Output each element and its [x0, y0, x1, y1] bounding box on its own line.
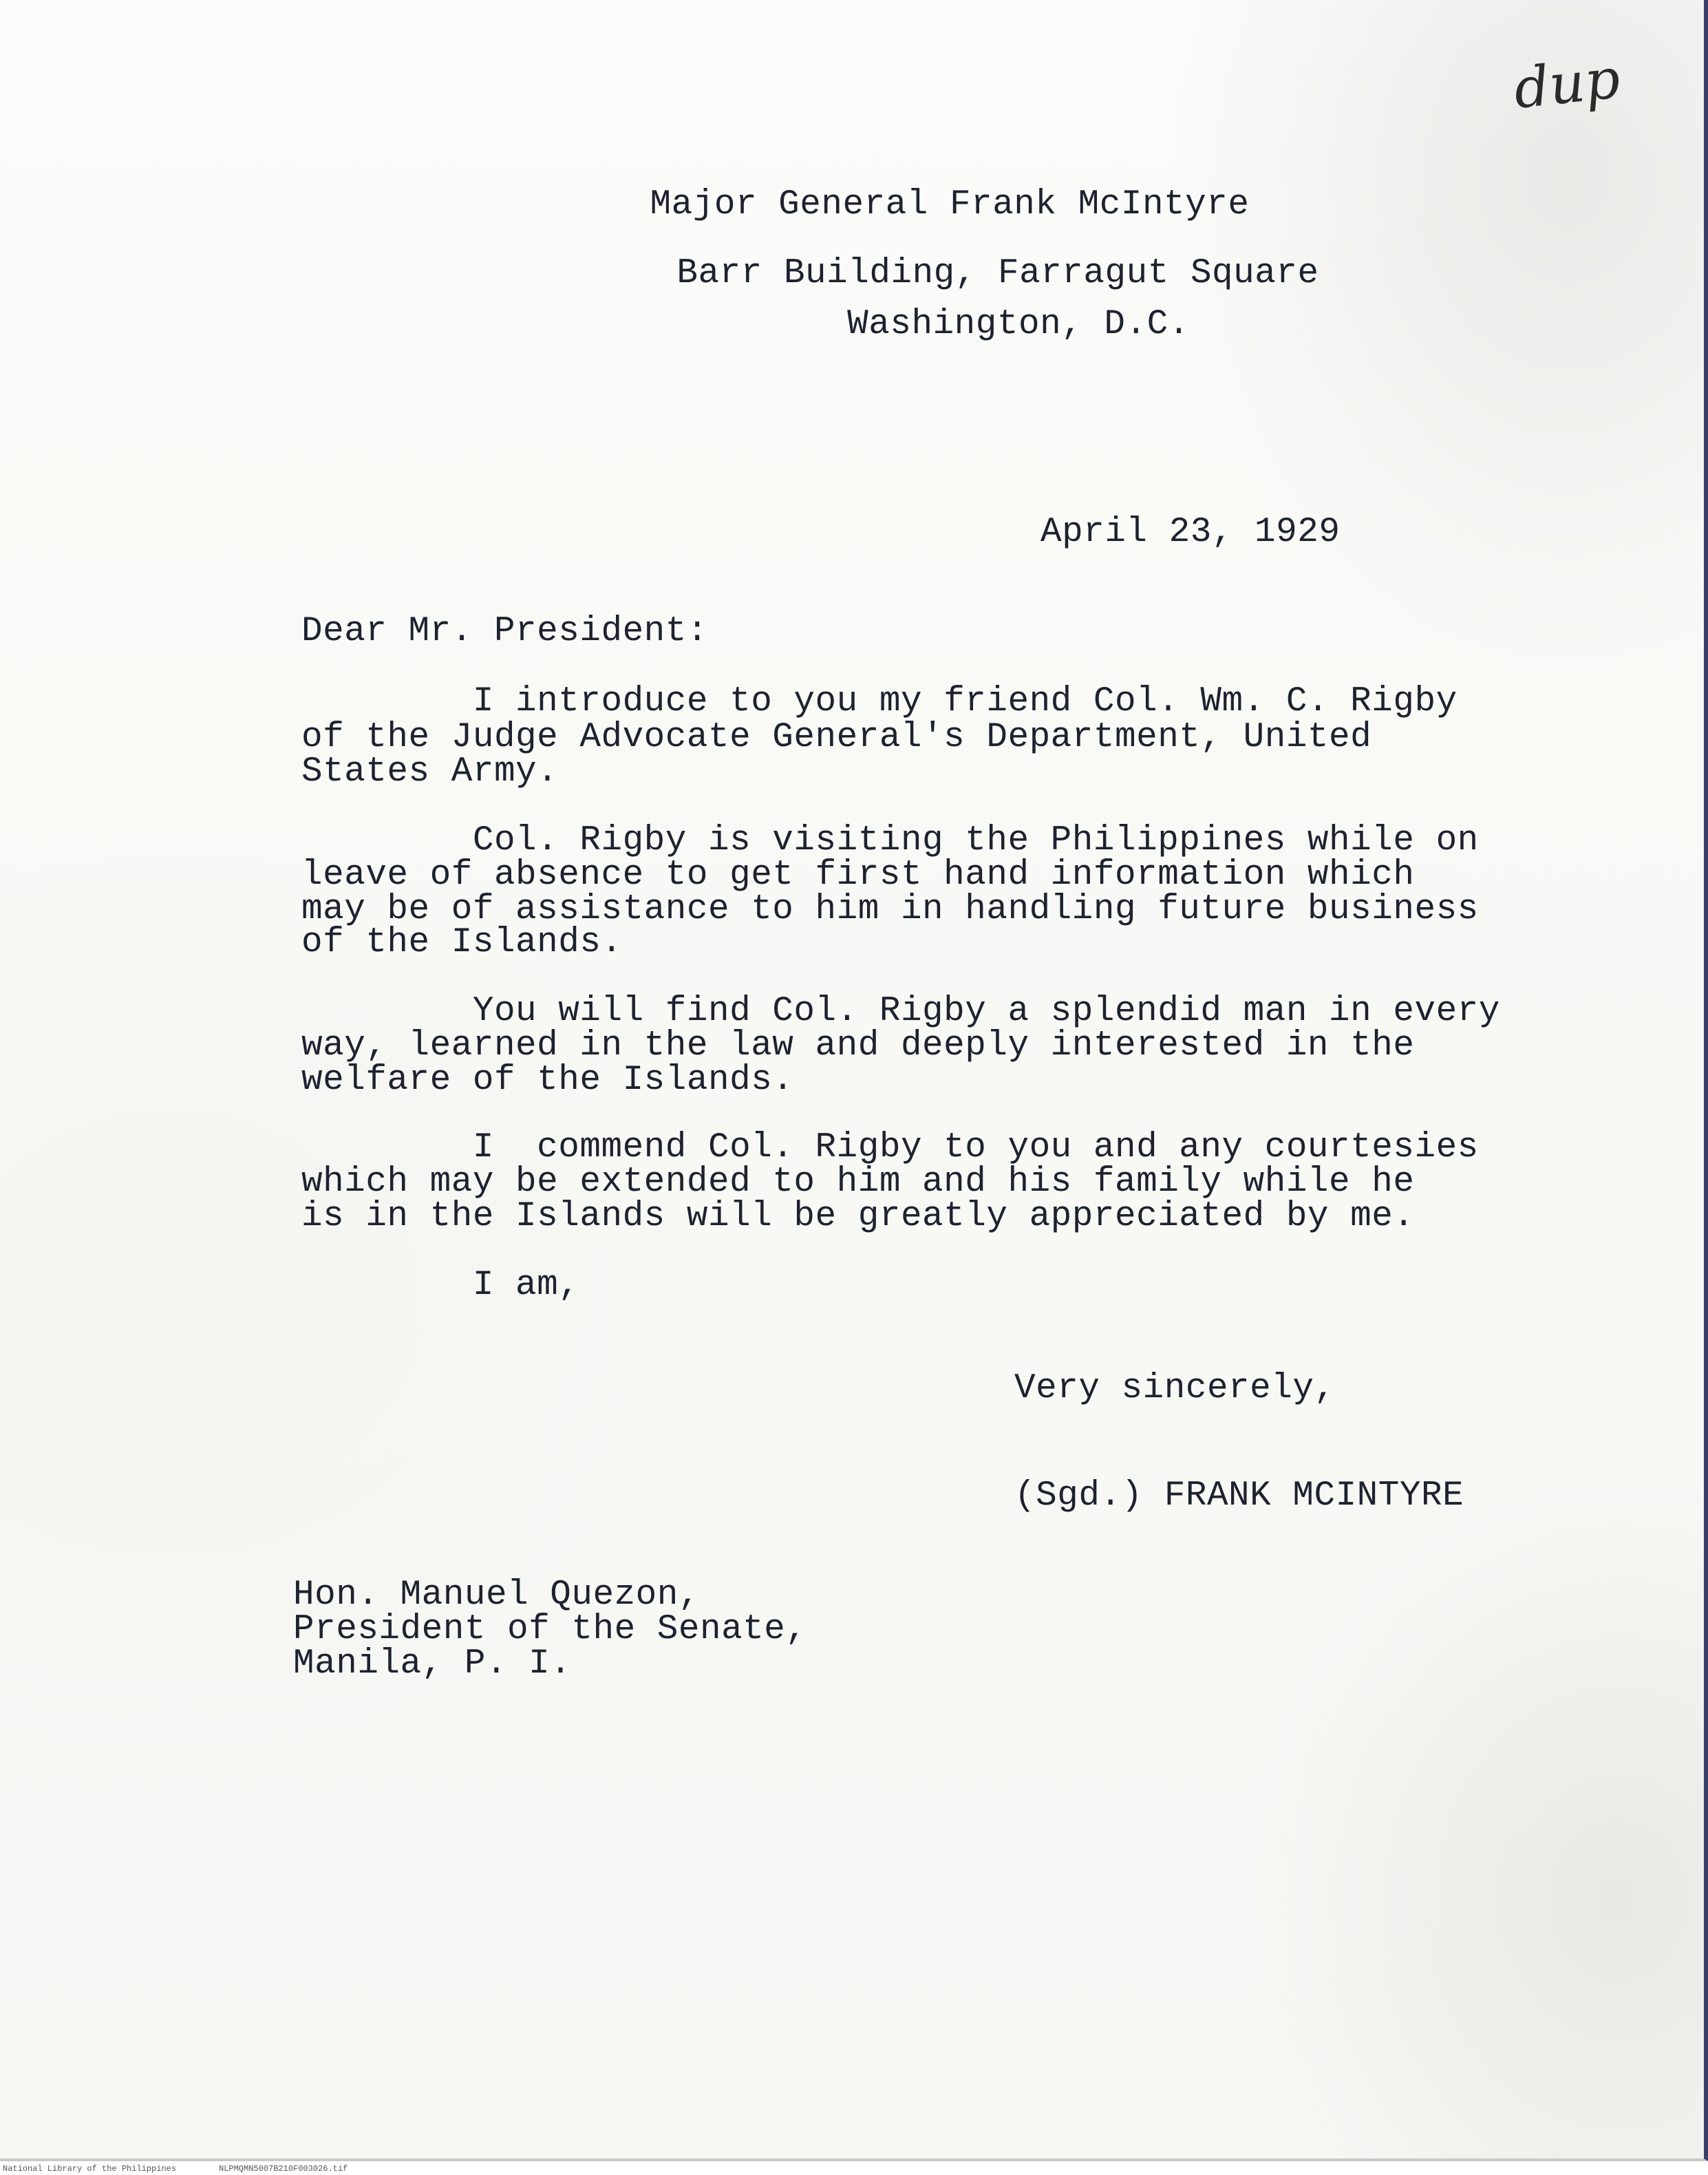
- handwritten-annotation: dup: [1510, 46, 1623, 121]
- recipient-line-3: Manila, P. I.: [293, 1644, 572, 1684]
- recipient-line-1: Hon. Manuel Quezon,: [293, 1575, 700, 1615]
- paragraph-4-line-3: is in the Islands will be greatly appreciated by me.: [301, 1197, 1415, 1236]
- paragraph-2-line-2: leave of absence to get first hand information which: [301, 856, 1415, 895]
- paragraph-2-line-4: of the Islands.: [301, 923, 623, 962]
- paragraph-2-line-3: may be of assistance to him in handling future business: [301, 890, 1479, 929]
- salutation: Dear Mr. President:: [301, 612, 708, 651]
- paragraph-1-line-3: States Army.: [301, 752, 559, 792]
- letterhead-address: Barr Building, Farragut Square: [676, 254, 1319, 293]
- closing-intro: I am,: [301, 1266, 580, 1305]
- closing: Very sincerely,: [1014, 1369, 1336, 1408]
- paragraph-4-line-2: which may be extended to him and his family while he: [301, 1163, 1415, 1202]
- paragraph-3-line-3: welfare of the Islands.: [301, 1061, 794, 1100]
- paragraph-3-line-1: You will find Col. Rigby a splendid man in every: [301, 992, 1500, 1031]
- letterhead-city: Washington, D.C.: [847, 305, 1190, 344]
- footer-file: NLPMQMN5007B210F003026.tif: [219, 2164, 348, 2174]
- paragraph-1-line-2: of the Judge Advocate General's Department, United: [301, 718, 1372, 757]
- paragraph-3-line-2: way, learned in the law and deeply interested in the: [301, 1026, 1415, 1065]
- footer-library: National Library of the Philippines: [3, 2164, 177, 2174]
- signature: (Sgd.) FRANK MCINTYRE: [1014, 1476, 1464, 1516]
- paragraph-4-line-1: I commend Col. Rigby to you and any courtesies: [301, 1128, 1479, 1167]
- paragraph-1-line-1: I introduce to you my friend Col. Wm. C. Rigby: [301, 682, 1458, 721]
- recipient-line-2: President of the Senate,: [293, 1610, 807, 1649]
- letter-date: April 23, 1929: [1040, 513, 1341, 552]
- paragraph-2-line-1: Col. Rigby is visiting the Philippines while on: [301, 821, 1479, 860]
- letterhead-name: Major General Frank McIntyre: [650, 185, 1250, 224]
